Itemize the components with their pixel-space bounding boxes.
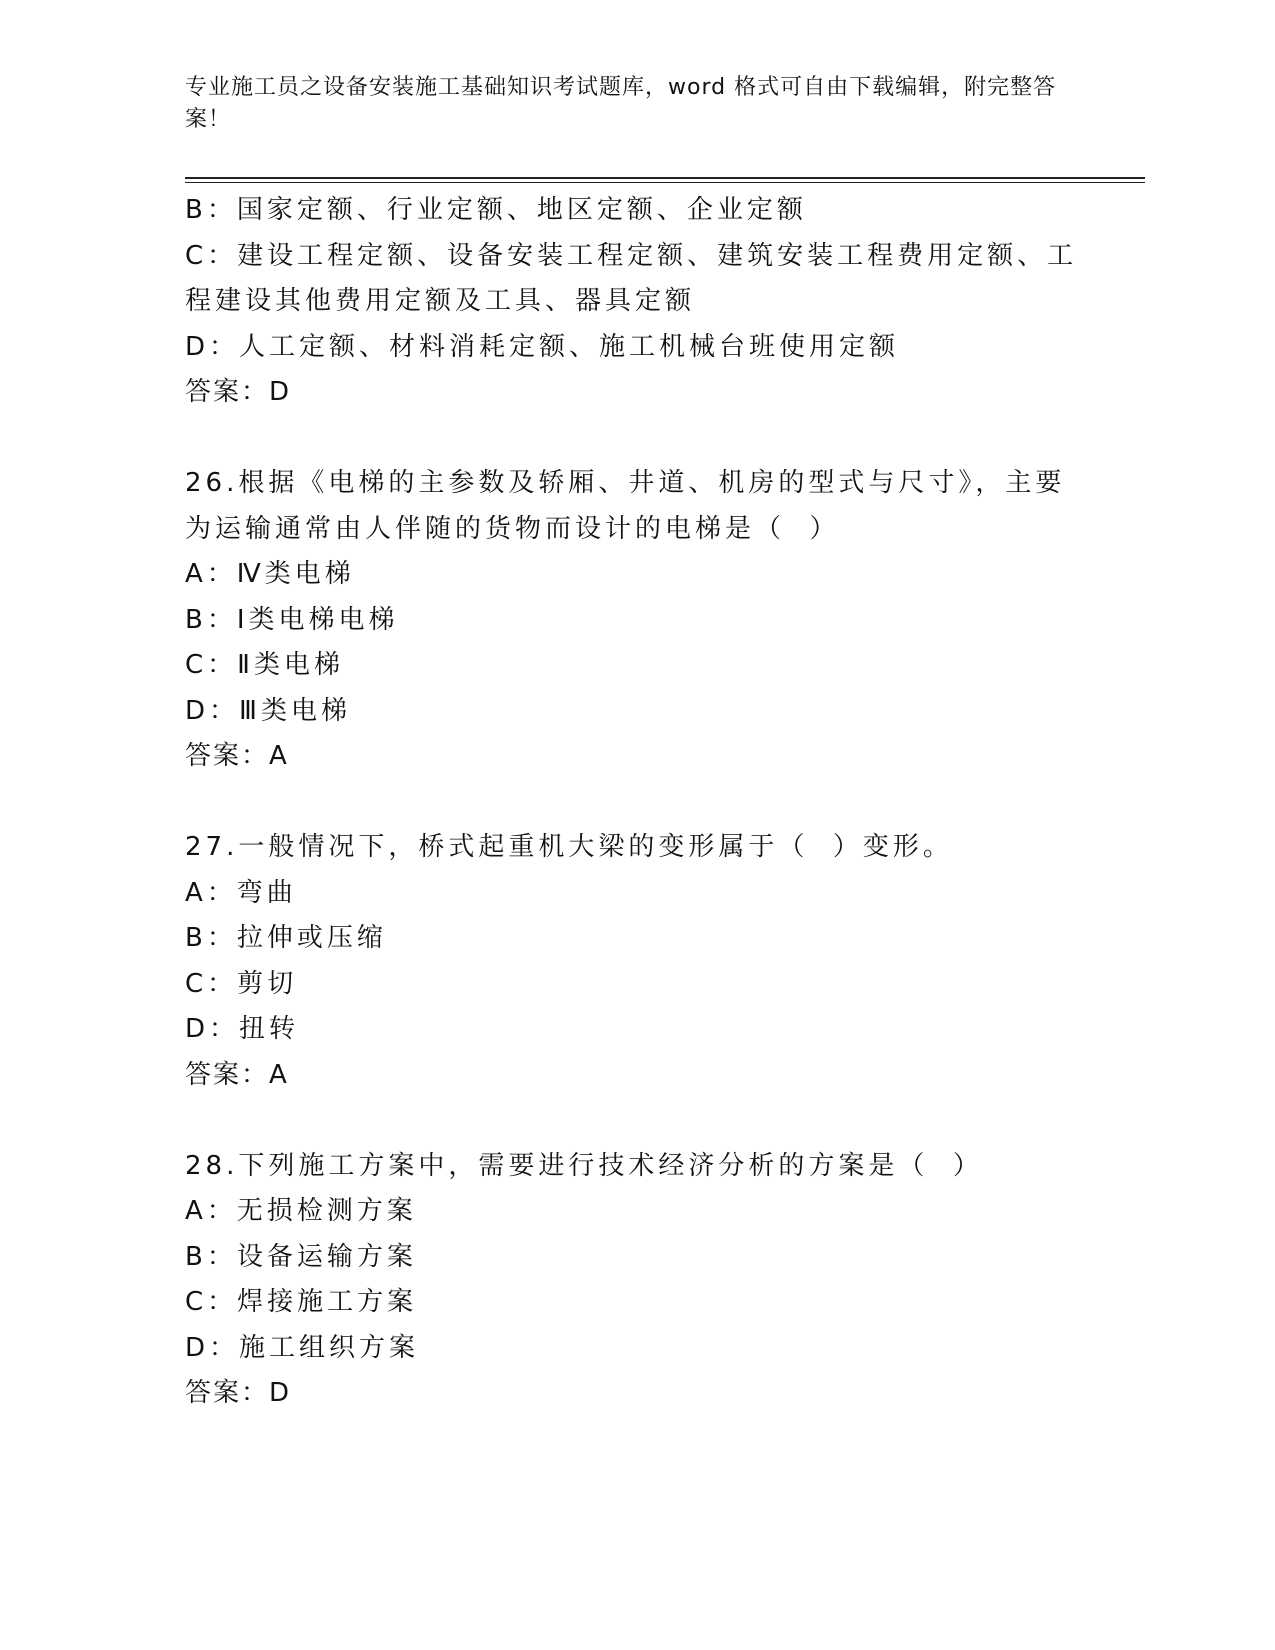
- answer: 答案：D: [185, 377, 292, 407]
- option-c: C：建设工程定额、设备安装工程定额、建筑安装工程费用定额、工程建设其他费用定额及工具、器具定额: [185, 240, 1078, 316]
- option-d: D：Ⅲ类电梯: [185, 695, 351, 726]
- question-text: 28.下列施工方案中，需要进行技术经济分析的方案是（ ）: [185, 1150, 983, 1181]
- header-divider-thin: [185, 182, 1145, 183]
- option-d: D：人工定额、材料消耗定额、施工机械台班使用定额: [185, 331, 900, 362]
- option-a: A：无损检测方案: [185, 1196, 417, 1226]
- option-c: C：剪切: [185, 968, 298, 999]
- option-a: A：Ⅳ类电梯: [185, 559, 355, 589]
- option-b: B：拉伸或压缩: [185, 923, 387, 953]
- option-c: C：Ⅱ类电梯: [185, 650, 344, 680]
- answer: 答案：A: [185, 741, 289, 771]
- partial-question: [185, 188, 1085, 416]
- option-b: B：Ⅰ类电梯电梯: [185, 604, 399, 635]
- option-a: A：弯曲: [185, 877, 297, 908]
- question-text: 26.根据《电梯的主参数及轿厢、井道、机房的型式与尺寸》，主要为运输通常由人伴随的货物而设计的电梯是（ ）: [185, 468, 1066, 544]
- option-d: D：扭转: [185, 1014, 300, 1044]
- question-27: [185, 825, 1085, 1098]
- spacer: [185, 1098, 1085, 1144]
- question-26: [185, 461, 1085, 780]
- option-b: B：设备运输方案: [185, 1241, 417, 1272]
- answer: 答案：A: [185, 1059, 289, 1090]
- spacer: [185, 780, 1085, 826]
- option-b: B：国家定额、行业定额、地区定额、企业定额: [185, 195, 807, 225]
- option-c: C：焊接施工方案: [185, 1287, 418, 1317]
- question-28: [185, 1144, 1085, 1417]
- document-header: 专业施工员之设备安装施工基础知识考试题库，word 格式可自由下载编辑，附完整答案！: [185, 75, 1057, 132]
- spacer: [185, 416, 1085, 462]
- answer: 答案：D: [185, 1378, 292, 1408]
- question-text: 27.一般情况下，桥式起重机大梁的变形属于（ ）变形。: [185, 832, 953, 862]
- header-divider: [185, 177, 1145, 179]
- option-d: D：施工组织方案: [185, 1332, 420, 1363]
- document-body: [185, 188, 1085, 1417]
